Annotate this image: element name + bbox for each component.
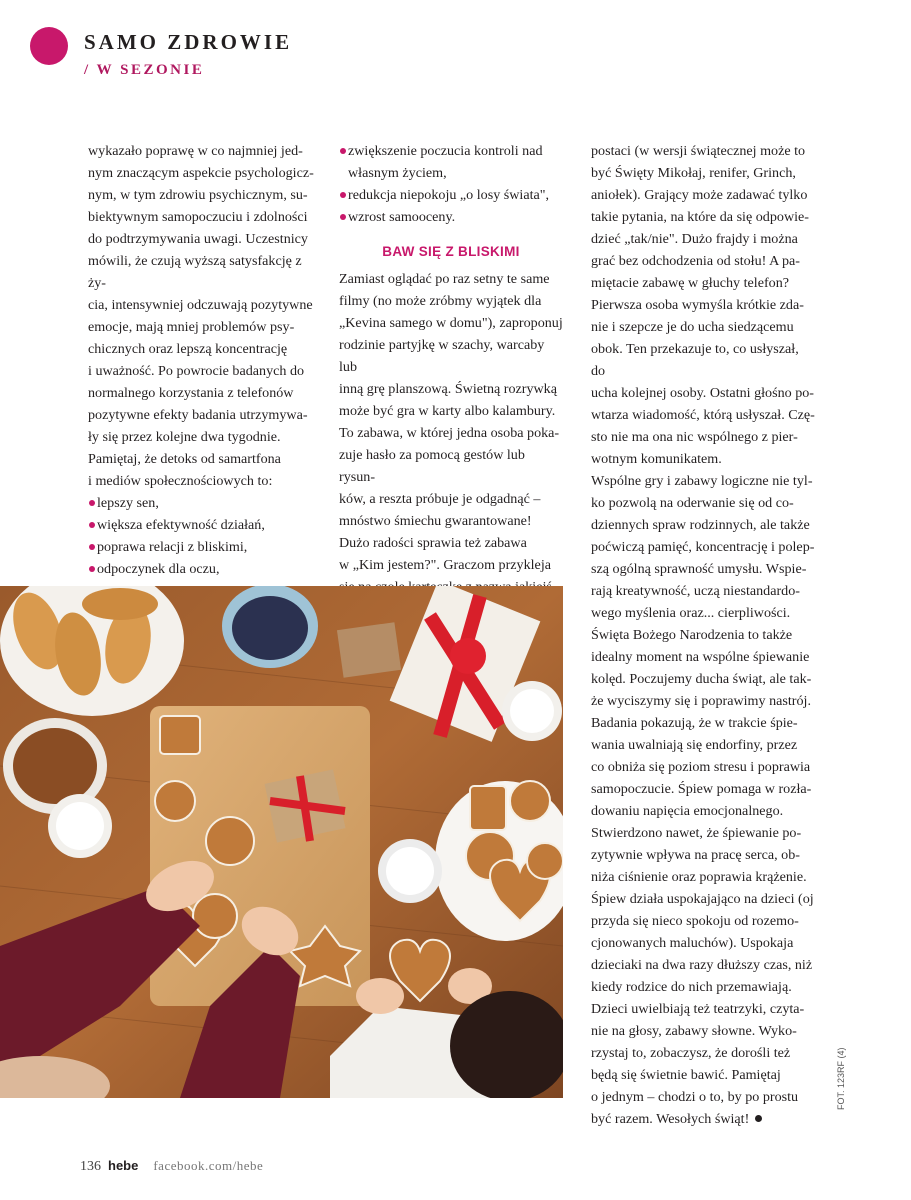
text-column-2 [339, 140, 563, 598]
text-line: sto nie ma ona nic wspólnego z pier- [591, 429, 798, 445]
text-line: Święta Bożego Narodzenia to także [591, 627, 793, 643]
text-line: wego myślenia oraz... cierpliwości. [591, 605, 791, 621]
text-line: co obniża się poziom stresu i poprawia [591, 759, 811, 775]
text-line: filmy (no może zróbmy wyjątek dla [339, 293, 542, 309]
text-line: ko pozwolą na oderwanie się od co- [591, 495, 794, 511]
list-item-continuation: własnym życiem, [348, 165, 447, 181]
text-line: dzieciaki na dwa razy dłuższy czas, niż [591, 957, 813, 973]
text-line: dzieć „tak/nie". Dużo frajdy i można [591, 231, 798, 247]
text-line: mnóstwo śmiechu gwarantowane! [339, 513, 532, 529]
text-line: Dużo radości sprawia też zabawa [339, 535, 527, 551]
text-line: że wyciszymy się i poprawimy nastrój. [591, 693, 811, 709]
christmas-table-photo [0, 586, 563, 1098]
list-item: większa efektywność działań, [88, 514, 314, 536]
text-line: miętacie zabawę w głuchy telefon? [591, 275, 789, 291]
facebook-link[interactable]: facebook.com/hebe [153, 1158, 264, 1173]
list-item: wzrost samooceny. [339, 206, 563, 228]
text-line: „Kevina samego w domu"), zaproponuj [339, 315, 563, 331]
section-subtitle: / W SEZONIE [84, 62, 205, 78]
text-line: być Święty Mikołaj, renifer, Grinch, [591, 165, 796, 181]
text-line: Pierwsza osoba wymyśla krótkie zda- [591, 297, 804, 313]
text-line: biektywnym samopoczuciu i zdolności [88, 209, 308, 225]
text-line: Dzieci uwielbiają też teatrzyki, czyta- [591, 1001, 805, 1017]
text-line: ły się przez kolejne dwa tygodnie. [88, 429, 281, 445]
text-line: inną grę planszową. Świetną rozrywką [339, 381, 557, 397]
list-item: poprawa relacji z bliskimi, [88, 536, 314, 558]
header-accent-dot [30, 27, 68, 65]
text-line: emocje, mają mniej problemów psy- [88, 319, 295, 335]
bullet-list [88, 492, 314, 580]
text-line: szą ogólną sprawność umysłu. Wspie- [591, 561, 807, 577]
text-line: grać bez odchodzenia od stołu! A pa- [591, 253, 800, 269]
text-line: nym znaczącym aspekcie psychologicz- [88, 165, 314, 181]
bullet-list [339, 140, 563, 228]
text-line: To zabawa, w której jedna osoba poka- [339, 425, 560, 441]
paragraph [591, 624, 815, 1130]
text-line: być razem. Wesołych świąt! [591, 1108, 815, 1130]
text-line: normalnego korzystania z telefonów [88, 385, 294, 401]
text-line: nym, w tym zdrowiu psychicznym, su- [88, 187, 308, 203]
text-line: nie na głosy, zabawy słowne. Wyko- [591, 1023, 797, 1039]
text-line: do podtrzymywania uwagi. Uczestnicy [88, 231, 308, 247]
text-column-1 [88, 140, 314, 580]
text-line: nie i szepcze je do ucha siedzącemu [591, 319, 794, 335]
text-line: idealny moment na wspólne śpiewanie [591, 649, 810, 665]
text-line: Zamiast oglądać po raz setny te same [339, 271, 550, 287]
text-line: rają kreatywność, uczą niestandardo- [591, 583, 800, 599]
text-line: kolęd. Poczujemy ducha świąt, ale tak- [591, 671, 812, 687]
text-line: ucha kolejnej osoby. Ostatni głośno po- [591, 385, 814, 401]
page-number: 136 [80, 1159, 101, 1174]
text-line: zuje hasło za pomocą gestów lub rysun- [339, 447, 525, 485]
text-column-3 [591, 140, 815, 1130]
text-line: wotnym komunikatem. [591, 451, 722, 467]
text-line: mówili, że czują wyższą satysfakcję z ży- [88, 253, 302, 291]
text-line: pozytywne efekty badania utrzymywa- [88, 407, 308, 423]
text-line: rodzinie partyjkę w szachy, warcaby lub [339, 337, 545, 375]
list-item: redukcja niepokoju „o losy świata", [339, 184, 563, 206]
text-line: wania uwalniają się endorfiny, przez [591, 737, 798, 753]
text-line: Wspólne gry i zabawy logiczne nie tyl- [591, 473, 813, 489]
text-line: w „Kim jestem?". Graczom przykleja [339, 557, 551, 573]
text-line: rzystaj to, zobaczysz, że dorośli też [591, 1045, 791, 1061]
text-line: aniołek). Grający może zadawać tylko [591, 187, 808, 203]
text-line: Pamiętaj, że detoks od samartfona [88, 451, 281, 467]
text-line: wykazało poprawę w co najmniej jed- [88, 143, 303, 159]
list-item: lepszy sen, [88, 492, 314, 514]
text-line: będą się świetnie bawić. Pamiętaj [591, 1067, 781, 1083]
end-of-article-mark [755, 1115, 762, 1122]
text-line: cia, intensywniej odczuwają pozytywne [88, 297, 313, 313]
text-line: kiedy rodzice do nich przemawiają. [591, 979, 792, 995]
list-item: odpoczynek dla oczu, [88, 558, 314, 580]
text-line: wtarza wiadomość, którą usłyszał. Czę- [591, 407, 815, 423]
text-line: postaci (w wersji świątecznej może to [591, 143, 806, 159]
paragraph [88, 448, 314, 492]
text-line: obok. Ten przekazuje to, co usłyszał, do [591, 341, 799, 379]
text-line: takie pytania, na które da się odpowie- [591, 209, 809, 225]
list-item: zwiększenie poczucia kontroli nad [339, 140, 563, 162]
text-line: może być gra w karty albo kalambury. [339, 403, 556, 419]
text-line: przyda się nieco spokoju od rozemo- [591, 913, 799, 929]
text-line: o jednym – chodzi o to, by po prostu [591, 1089, 799, 1105]
text-line: cjonowanych maluchów). Uspokaja [591, 935, 794, 951]
text-line: i uważność. Po powrocie badanych do [88, 363, 305, 379]
text-line: samopoczucie. Śpiew pomaga w rozła- [591, 781, 812, 797]
text-line: Śpiew działa uspokajająco na dzieci (oj [591, 891, 814, 907]
text-line: Badania pokazują, że w trakcie śpie- [591, 715, 798, 731]
text-line: Stwierdzono nawet, że śpiewanie po- [591, 825, 802, 841]
text-line: i mediów społecznościowych to: [88, 473, 273, 489]
section-title: SAMO ZDROWIE [84, 30, 293, 54]
text-line: dowaniu napięcia emocjonalnego. [591, 803, 784, 819]
subheading: BAW SIĘ Z BLISKIMI [382, 244, 520, 259]
text-line: poćwiczą pamięć, koncentrację i polep- [591, 539, 815, 555]
text-line: ków, a reszta próbuje je odgadnąć – [339, 491, 541, 507]
text-line: zytywnie wpływa na pracę serca, ob- [591, 847, 800, 863]
text-line: dziennych spraw rodzinnych, ale także [591, 517, 810, 533]
paragraph [591, 140, 815, 470]
text-line: chicznych oraz lepszą koncentrację [88, 341, 288, 357]
brand-logo-text: hebe [108, 1158, 139, 1173]
paragraph [591, 470, 815, 624]
page-footer [80, 1158, 263, 1175]
photo-credit: FOT. 123RF (4) [836, 1047, 846, 1110]
paragraph [339, 268, 563, 598]
text-line: niża ciśnienie oraz poprawia krążenie. [591, 869, 807, 885]
paragraph [88, 140, 314, 448]
